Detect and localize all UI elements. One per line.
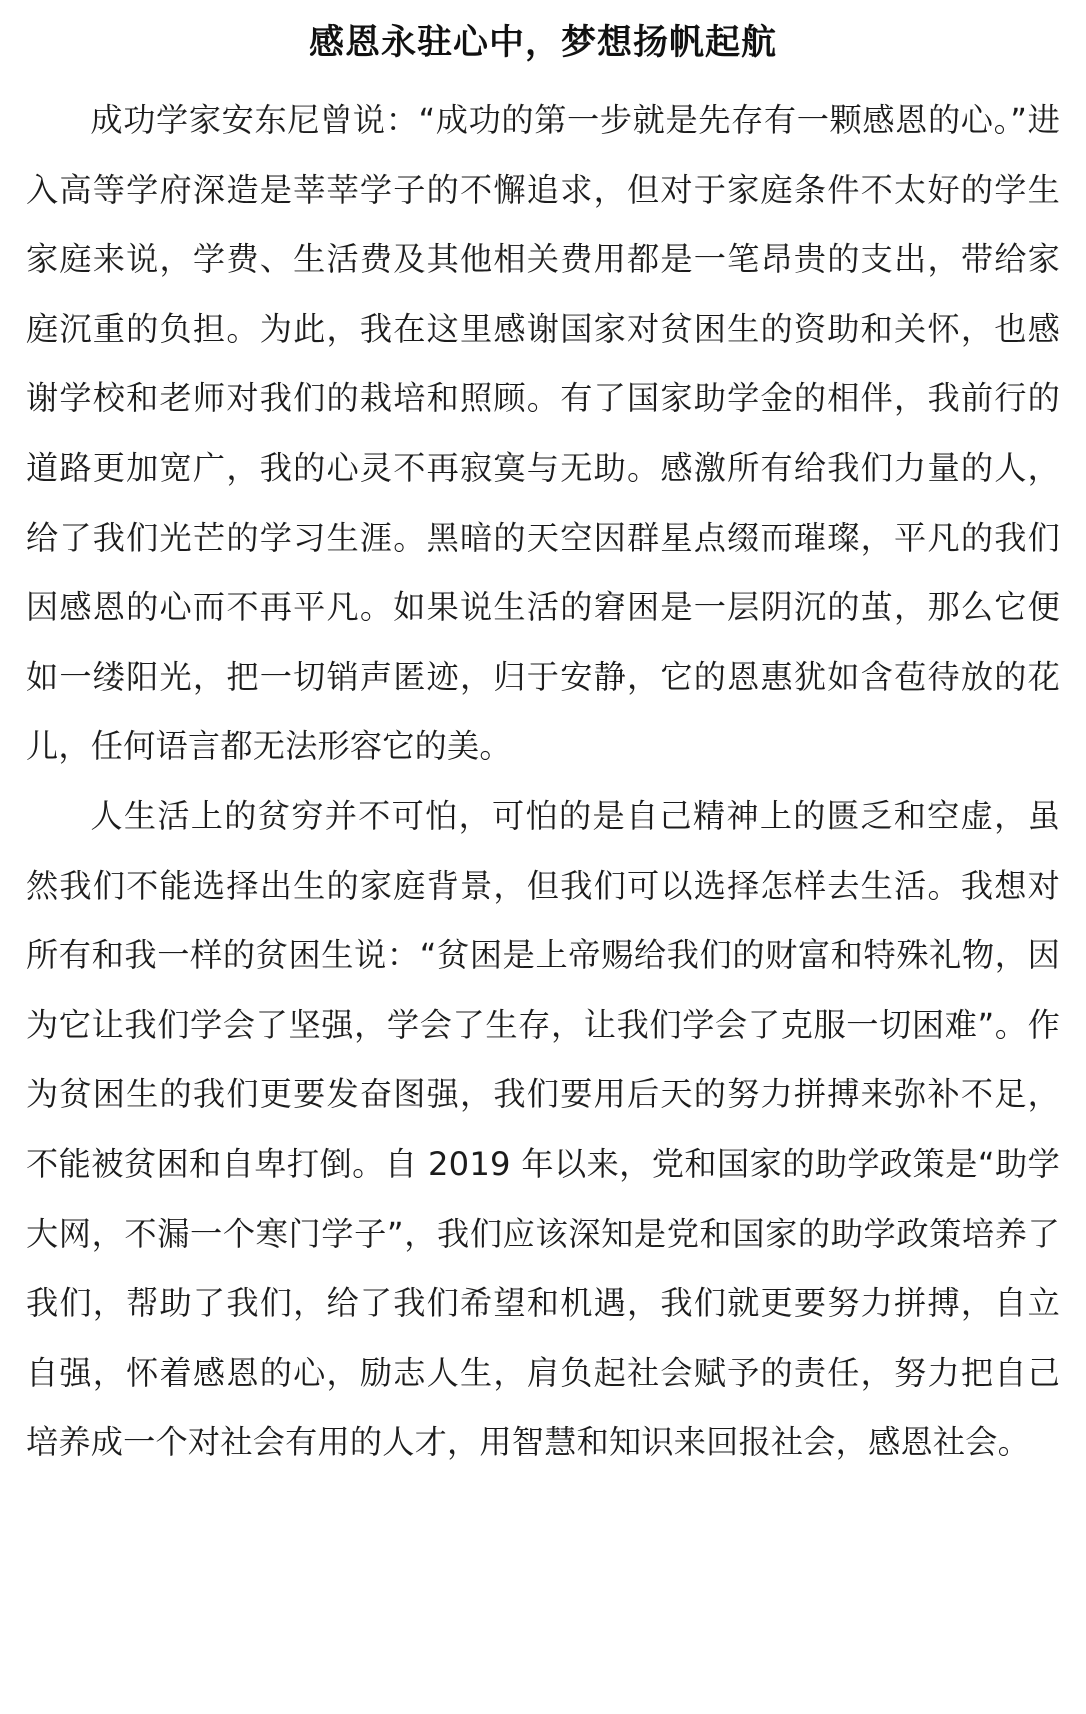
page-title: 感恩永驻心中，梦想扬帆起航 — [308, 23, 777, 63]
paragraph-2: 人生活上的贫穷并不可怕，可怕的是自己精神上的匮乏和空虚，虽然我们不能选择出生的家庭背景，但我们可以选择怎样去生活。我想对所有和我一样的贫困生说：“贫困是上帝赐给我们的财富和特殊礼物，因为它让我们学会了坚强，学会了生存，让我们学会了克服一切困难”。作为贫困生的我们更要发奋图强，我们要用后天的努力拼搏来弥补不足，不能被贫困和自卑打倒。自 2019 年以来，党和国家的助学政策是“助学大网，不漏一个寒门学子”，我们应该深知是党和国家的助学政策培养了我们，帮助了我们，给了我们希望和机遇，我们就更要努力拼搏，自立自强，怀着感恩的心，励志人生，肩负起社会赋予的责任，努力把自己培养成一个对社会有用的人才，用智慧和知识来回报社会，感恩社会。 — [26, 796, 1060, 1462]
paragraph-1: 成功学家安东尼曾说：“成功的第一步就是先存有一颗感恩的心。”进入高等学府深造是莘莘学子的不懈追求，但对于家庭条件不太好的学生家庭来说，学费、生活费及其他相关费用都是一笔昂贵的支出，带给家庭沉重的负担。为此，我在这里感谢国家对贫困生的资助和关怀，也感谢学校和老师对我们的栽培和照顾。有了国家助学金的相伴，我前行的道路更加宽广，我的心灵不再寂寞与无助。感激所有给我们力量的人，给了我们光芒的学习生涯。黑暗的天空因群星点缀而璀璨，平凡的我们因感恩的心而不再平凡。如果说生活的窘困是一层阴沉的茧，那么它便如一缕阳光，把一切销声匿迹，归于安静，它的恩惠犹如含苞待放的花儿，任何语言都无法形容它的美。 — [26, 101, 1060, 766]
